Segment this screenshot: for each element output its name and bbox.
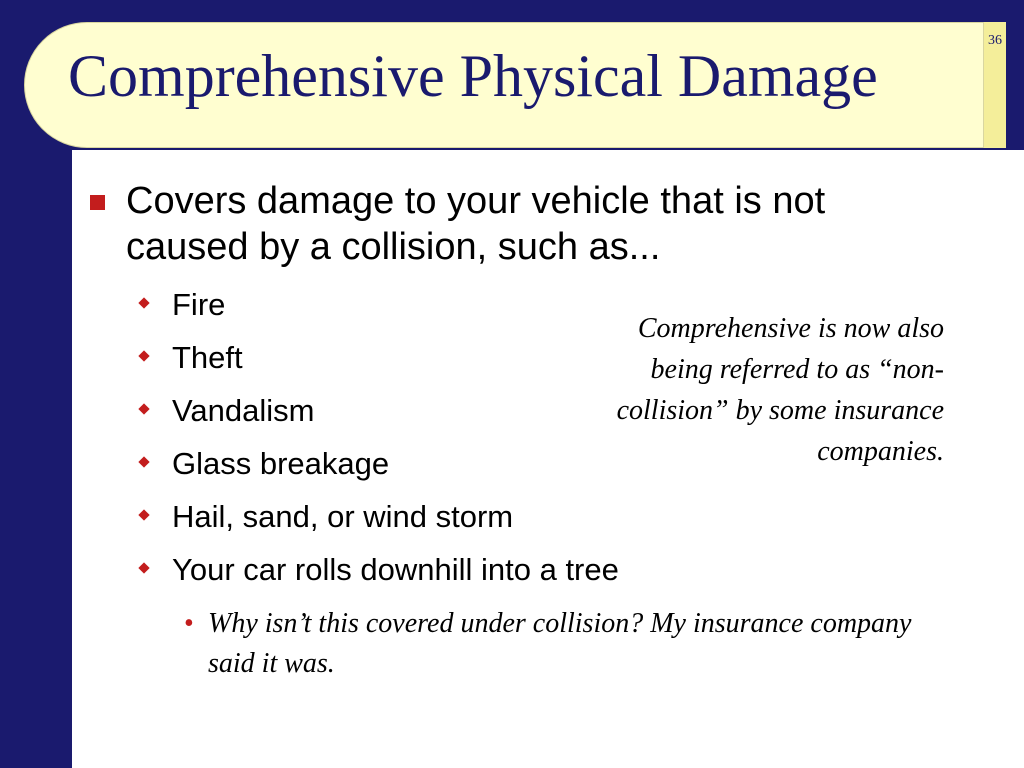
diamond-bullet-icon (138, 456, 149, 467)
sub-bullet-item (88, 543, 968, 596)
sub-bullet-item (88, 490, 968, 543)
sub-sub-bullet-text: Why isn’t this covered under collision? My insurance company said it was. (208, 608, 912, 679)
square-bullet-icon (90, 195, 105, 210)
dot-bullet-icon: • (184, 608, 194, 639)
sub-bullet-text: Your car rolls downhill into a tree (172, 552, 619, 587)
side-note: Comprehensive is now also being referred to as “non-collision” by some insurance companies. (616, 313, 944, 467)
main-bullet-text: Covers damage to your vehicle that is not caused by a collision, such as... (126, 180, 826, 268)
diamond-bullet-icon (138, 403, 149, 414)
sub-bullet-text: Hail, sand, or wind storm (172, 499, 514, 534)
diamond-bullet-icon (138, 297, 149, 308)
slide-title: Comprehensive Physical Damage (68, 43, 878, 109)
sub-bullet-text: Vandalism (172, 393, 315, 428)
slide-number: 36 (988, 33, 1002, 48)
sub-sub-bullet-item (88, 604, 948, 684)
right-strip (1004, 0, 1024, 150)
diamond-bullet-icon (138, 562, 149, 573)
sub-bullet-text: Glass breakage (172, 446, 390, 481)
sub-bullet-text: Fire (172, 287, 226, 322)
main-bullet-item (88, 178, 946, 270)
diamond-bullet-icon (138, 350, 149, 361)
sub-bullet-text: Theft (172, 340, 243, 375)
diamond-bullet-icon (138, 509, 149, 520)
